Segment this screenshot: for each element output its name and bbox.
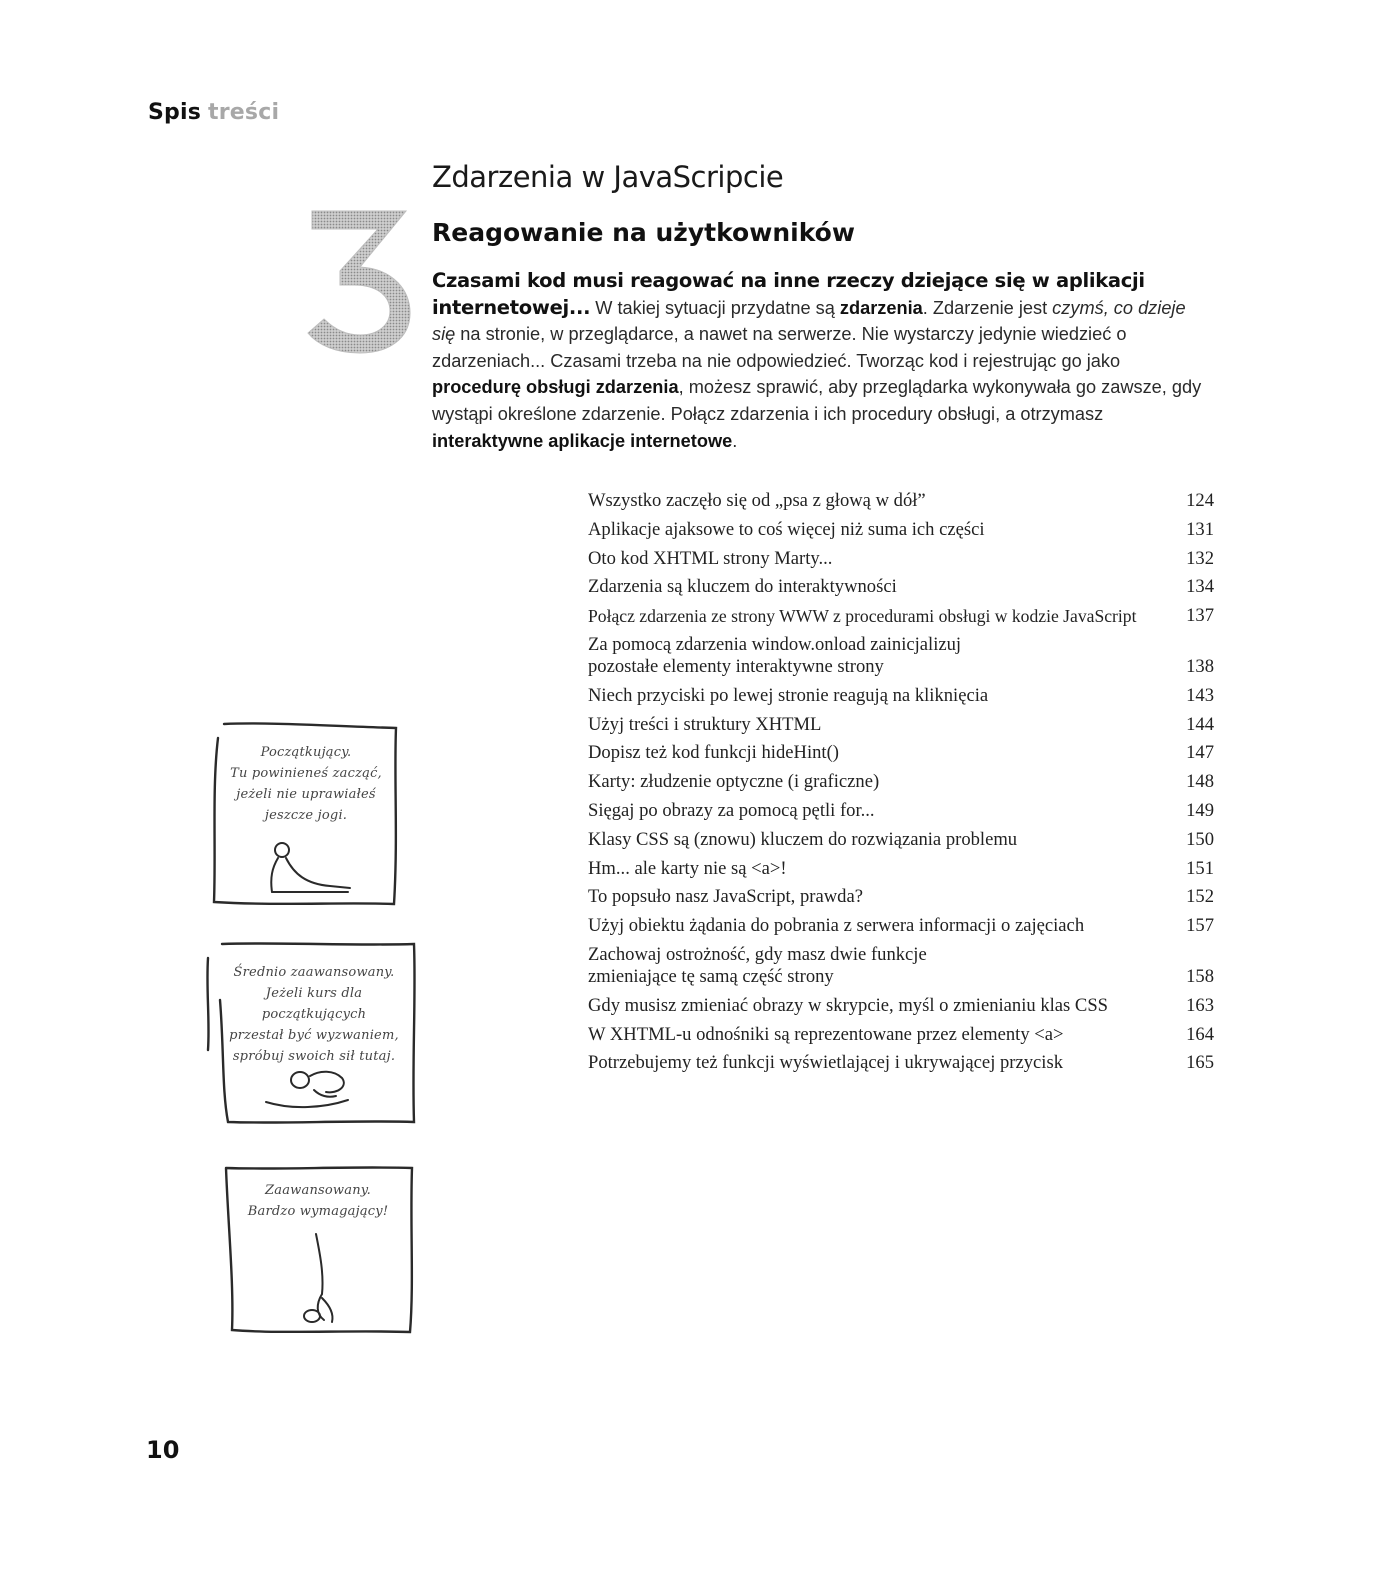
toc-entry-title: Wszystko zaczęło się od „psa z głową w dół” (588, 490, 926, 511)
toc-entry-page: 143 (1186, 684, 1214, 706)
toc-entry[interactable] (588, 995, 1214, 1017)
toc-entry-page: 152 (1186, 886, 1214, 908)
toc-entry-page: 131 (1186, 518, 1214, 540)
toc-entry[interactable] (588, 605, 1214, 627)
toc-entry-title: Użyj treści i struktury XHTML (588, 713, 822, 735)
intro-bold-1: zdarzenia (839, 297, 923, 318)
level-box-beginner-text: Początkujący. Tu powinieneś zacząć, jeżeli nie uprawiałeś jeszcze jogi. (230, 745, 382, 823)
toc-entry-title: To popsuło nasz JavaScript, prawda? (588, 886, 863, 908)
toc-entry[interactable] (588, 886, 1214, 908)
toc-entry-page: 148 (1186, 771, 1214, 793)
chapter-title: Zdarzenia w JavaScripcie (432, 160, 784, 194)
toc-entry-page: 157 (1186, 915, 1214, 937)
toc-entry-page: 144 (1186, 713, 1214, 735)
toc-entry[interactable] (588, 742, 1214, 764)
toc-entry-title: Oto kod XHTML strony Marty... (588, 547, 833, 569)
toc-entry[interactable] (588, 1052, 1214, 1074)
advanced-yoga-figure-icon (304, 1234, 333, 1322)
toc-entry[interactable] (588, 576, 1214, 598)
intro-text-5: . (732, 430, 738, 451)
toc-entry-title: Aplikacje ajaksowe to coś więcej niż suma ich części (588, 518, 985, 540)
toc-entry-page: 164 (1186, 1023, 1214, 1045)
toc-entry-title: Niech przyciski po lewej stronie reagują na kliknięcia (588, 684, 989, 706)
running-head (148, 100, 279, 125)
toc-entry-page: 137 (1186, 605, 1214, 627)
level-box-beginner (210, 718, 402, 910)
intro-bold-2: procedurę obsługi zdarzenia (432, 377, 679, 398)
toc-entry-title: Zachowaj ostrożność, gdy masz dwie funkcje zmieniające tę samą część strony (588, 943, 927, 987)
level-box-intermediate-text: Średnio zaawansowany. Jeżeli kurs dla początkujących przestał być wyzwaniem, spróbuj swoich sił tutaj. (229, 965, 399, 1064)
toc-entry-title: Zdarzenia są kluczem do interaktywności (588, 576, 897, 598)
beginner-yoga-figure-icon (271, 843, 350, 892)
toc-entry-page: 150 (1186, 828, 1214, 850)
intro-lead: Czasami kod musi reagować na inne rzeczy dziejące się w aplikacji internetowej... (432, 269, 1145, 319)
toc-entry-page: 138 (1186, 655, 1214, 677)
toc-entry-page: 149 (1186, 799, 1214, 821)
toc-entry-page: 124 (1186, 490, 1214, 511)
toc-entry[interactable] (588, 548, 1214, 570)
toc-entry[interactable] (588, 944, 1214, 988)
toc-entry-page: 163 (1186, 994, 1214, 1016)
toc-entry[interactable] (588, 800, 1214, 822)
toc-entry-title: W XHTML-u odnośniki są reprezentowane przez elementy <a> (588, 1023, 1064, 1045)
intermediate-yoga-figure-icon (266, 1072, 348, 1107)
running-head-word-1: Spis (148, 100, 202, 125)
chapter-intro (432, 268, 1207, 454)
toc-entry[interactable] (588, 771, 1214, 793)
level-box-intermediate (202, 940, 418, 1126)
toc-entry[interactable] (588, 519, 1214, 541)
toc-entry[interactable] (588, 634, 1214, 678)
level-box-advanced-text: Zaawansowany. Bardzo wymagający! (247, 1183, 389, 1219)
toc-entry-page: 132 (1186, 547, 1214, 569)
toc-entry-title: Dopisz też kod funkcji hideHint() (588, 742, 839, 764)
toc-entry-title: Hm... ale karty nie są <a>! (588, 857, 787, 879)
chapter-number-graphic (302, 205, 414, 355)
intro-text-2: . Zdarzenie jest (922, 297, 1053, 318)
running-head-word-2: treści (208, 100, 280, 125)
intro-bold-3: interaktywne aplikacje internetowe (432, 430, 733, 451)
toc-entry[interactable] (588, 1024, 1214, 1046)
page-number: 10 (146, 1436, 180, 1464)
toc-entry[interactable] (588, 714, 1214, 736)
toc-entry-page: 134 (1186, 576, 1214, 598)
toc-entry-title: Gdy musisz zmieniać obrazy w skrypcie, myśl o zmienianiu klas CSS (588, 994, 1109, 1016)
toc-entry-title: Użyj obiektu żądania do pobrania z serwera informacji o zajęciach (588, 915, 1085, 937)
intro-text-3: na stronie, w przeglądarce, a nawet na serwerze. Nie wystarczy jedynie wiedzieć o zdarzeniach... Czasami trzeba na nie odpowiedzieć. Tworząc kod i rejestrując go jako (432, 324, 1127, 371)
toc-entry-title: Klasy CSS są (znowu) kluczem do rozwiązania problemu (588, 828, 1018, 850)
toc-entry-title: Potrzebujemy też funkcji wyświetlającej i ukrywającej przycisk (588, 1052, 1063, 1074)
toc-entry-title: Sięgaj po obrazy za pomocą pętli for... (588, 799, 875, 821)
toc-entry-page: 158 (1186, 965, 1214, 987)
toc-entry[interactable] (588, 915, 1214, 937)
toc-entry-page: 147 (1186, 742, 1214, 764)
intro-italic-1: czymś, co dzieje się (432, 297, 1186, 345)
intro-text-4: , możesz sprawić, aby przeglądarka wykonywała go zawsze, gdy wystąpi określone zdarzenie. Połącz zdarzenia i ich procedury obsługi, a otrzymasz (432, 377, 1202, 424)
toc-entry[interactable] (588, 829, 1214, 851)
toc-entry-page: 165 (1186, 1052, 1214, 1074)
toc-entry-title: Za pomocą zdarzenia window.onload zainicjalizuj pozostałe elementy interaktywne strony (588, 633, 962, 677)
toc-entry-title: Karty: złudzenie optyczne (i graficzne) (588, 771, 880, 793)
toc-entry-title: Połącz zdarzenia ze strony WWW z procedurami obsługi w kodzie JavaScript (588, 606, 1137, 627)
chapter-subtitle: Reagowanie na użytkowników (432, 218, 855, 247)
toc-entry[interactable] (588, 490, 1214, 512)
toc-entry[interactable] (588, 858, 1214, 880)
table-of-contents (588, 490, 1214, 1081)
toc-entry-page: 151 (1186, 857, 1214, 879)
level-box-advanced (220, 1164, 416, 1336)
intro-text-1: W takiej sytuacji przydatne są (590, 297, 840, 318)
toc-entry[interactable] (588, 685, 1214, 707)
